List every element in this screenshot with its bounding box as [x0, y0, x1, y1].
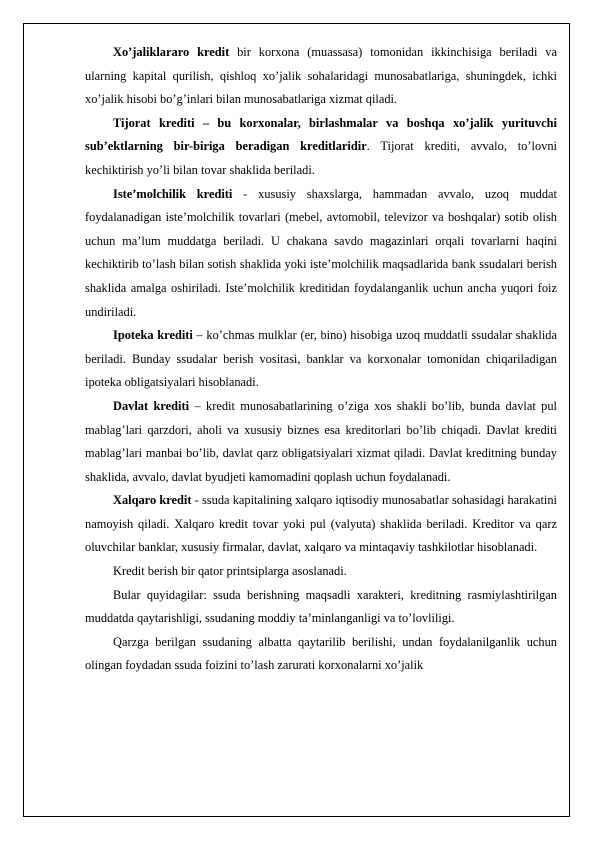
paragraph-xojaliklararo-kredit: Xo’jaliklararo kredit bir korxona (muassasa) tomonidan ikkinchisiga beriladi va ularning kapital qurilish, qishloq xo’jalik sohalaridagi munosabatlariga, shuningdek, ichki xo’jalik hisobi bo’g’inlari bilan munosabatlariga xizmat qiladi. [85, 45, 557, 107]
paragraph-qaytarilish: Qarzga berilgan ssudaning albatta qaytarilib berilishi, undan foydalanilganlik uchun olingan foydadan ssuda foizini to’lash zarurati korxonalarni xo’jalik [85, 634, 557, 673]
paragraph-istemolchilik-krediti: Iste’molchilik krediti - xususiy shaxslarga, hammadan avvalo, uzoq muddat foydalanadigan iste’molchilik tovarlari (mebel, avtomobil, televizor va boshqalar) sotib olish uchun ma’lum muddatga beriladi. U chakana savdo magazinlari orqali tovarlarni haqini kechiktirib to’lash bilan sotish shaklida yoki iste’molchilik maqsadlarida bank ssudalari berish shaklida amalga oshiriladi. Iste’molchilik kreditidan foydalanganlik uchun ancha yuqori foiz undiriladi. [85, 186, 557, 319]
term-istemolchilik-krediti: Iste’molchilik krediti [113, 186, 233, 201]
term-ipoteka-krediti: Ipoteka krediti [113, 328, 193, 343]
paragraph-printsiplar: Kredit berish bir qator printsiplarga asoslanadi. [113, 564, 347, 579]
term-xalqaro-kredit: Xalqaro kredit [113, 493, 192, 508]
term-xojaliklararo-kredit: Xo’jaliklararo kredit [113, 45, 230, 59]
paragraph-davlat-krediti: Davlat krediti – kredit munosabatlarining o’ziga xos shakli bo’lib, bunda davlat pul mablag’lari qarzdori, aholi va xususiy biznes esa kreditorlari bo’lib chiqadi. Davlat krediti mablag’lari manbai bo’lib, davlat qarz obligatsiyalari xizmat qiladi. Davlat kreditning bunday shaklida, avvalo, davlat byudjeti kamomadini qoplash uchun foydalanadi. [85, 398, 557, 484]
paragraph-ipoteka-krediti: Ipoteka krediti – ko’chmas mulklar (er, bino) hisobiga uzoq muddatli ssudalar shaklida beriladi. Bunday ssudalar berish vositasi, banklar va korxonalar tomonidan chiqariladigan ipoteka obligatsiyalari hisoblanadi. [85, 328, 557, 390]
paragraph-quyidagilar: Bular quyidagilar: ssuda berishning maqsadli xarakteri, kreditning rasmiylashtirilgan muddatda qaytarishligi, ssudaning moddiy ta’minlanganligi va to’lovliligi. [85, 587, 557, 626]
term-davlat-krediti: Davlat krediti [113, 398, 190, 413]
paragraph-tijorat-krediti: Tijorat krediti – bu korxonalar, birlashmalar va boshqa xo’jalik yurituvchi sub’ektlarning bir-biriga beradigan kreditlaridir. Tijorat krediti, avvalo, to’lovni kechiktirish yo’li bilan tovar shaklida beriladi. [85, 115, 557, 177]
document-body [85, 41, 557, 678]
term-tijorat-krediti: Tijorat krediti – bu korxonalar, birlashmalar va boshqa xo’jalik yurituvchi sub’ektlarning bir-biriga beradigan kreditlaridir [85, 115, 557, 154]
paragraph-xalqaro-kredit: Xalqaro kredit - ssuda kapitalining xalqaro iqtisodiy munosabatlar sohasidagi harakatini namoyish qiladi. Xalqaro kredit tovar yoki pul (valyuta) shaklida beriladi. Kreditor va qarz oluvchilar banklar, xususiy firmalar, davlat, xalqaro va mintaqaviy tashkilotlar hisoblanadi. [85, 493, 557, 555]
